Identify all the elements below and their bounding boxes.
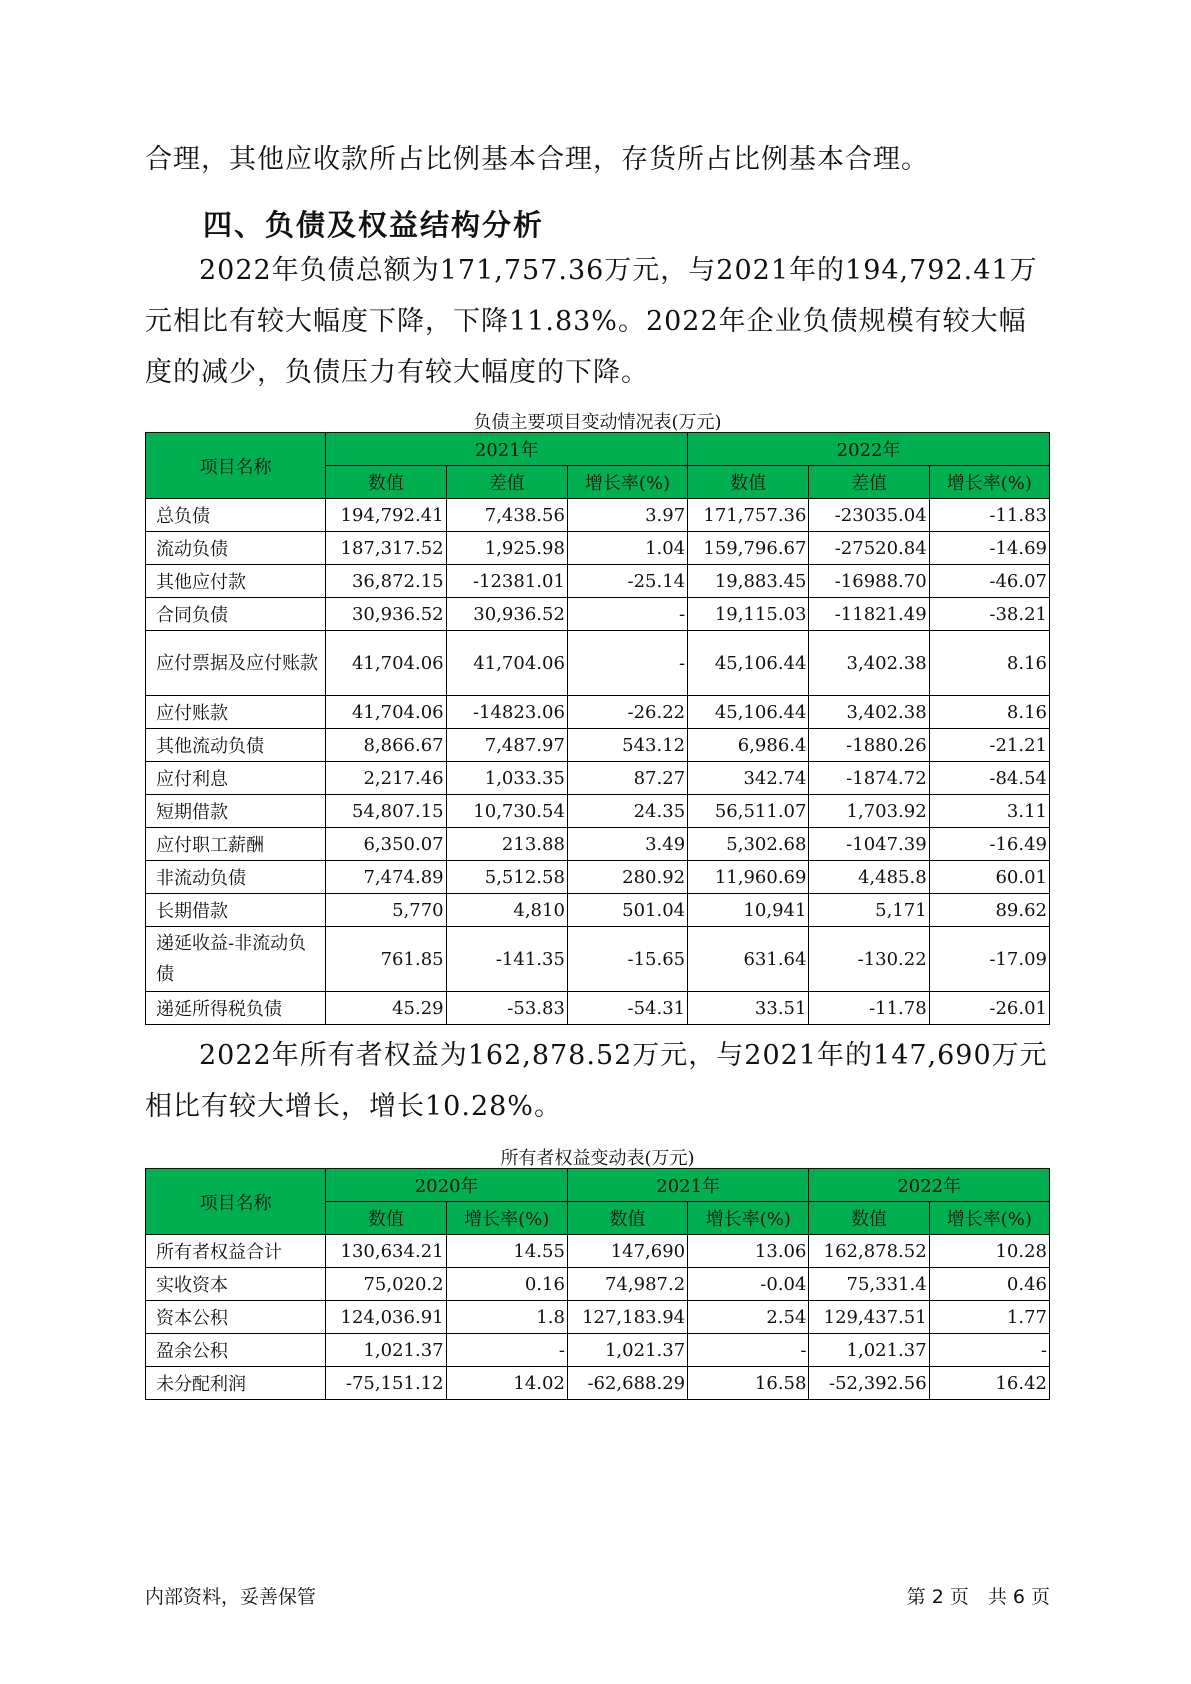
sub-column-header: 数值 <box>326 1202 446 1235</box>
table-cell: 1,925.98 <box>446 532 567 565</box>
table-row <box>146 631 1050 696</box>
table-row <box>146 532 1050 565</box>
table-cell: 1.8 <box>446 1301 567 1334</box>
table-cell: -0.04 <box>688 1268 809 1301</box>
table-row <box>146 1268 1050 1301</box>
table-cell: 45.29 <box>326 992 446 1025</box>
table-cell: 2.54 <box>688 1301 809 1334</box>
table-cell: 41,704.06 <box>326 696 446 729</box>
table-row <box>146 1235 1050 1268</box>
table-cell: 5,302.68 <box>688 828 809 861</box>
row-label: 总负债 <box>146 499 326 532</box>
table-row <box>146 762 1050 795</box>
year-header: 2022年 <box>809 1169 1050 1202</box>
table-cell: -54.31 <box>567 992 687 1025</box>
row-label: 长期借款 <box>146 894 326 927</box>
table-cell: 3,402.38 <box>809 696 929 729</box>
table-cell: 1,703.92 <box>809 795 929 828</box>
table-cell: -14823.06 <box>446 696 567 729</box>
row-label: 短期借款 <box>146 795 326 828</box>
table-cell: 6,986.4 <box>688 729 809 762</box>
equity-table-caption: 所有者权益变动表(万元) <box>500 1148 695 1169</box>
sub-column-header: 增长率(%) <box>446 1202 567 1235</box>
name-column-header: 项目名称 <box>146 1169 326 1235</box>
table-cell: 213.88 <box>446 828 567 861</box>
sub-column-header: 增长率(%) <box>567 466 687 499</box>
liability-table-caption: 负债主要项目变动情况表(万元) <box>473 412 722 433</box>
table-cell: -21.21 <box>929 729 1049 762</box>
table-cell: 11,960.69 <box>688 861 809 894</box>
table-cell: 171,757.36 <box>688 499 809 532</box>
sub-column-header: 数值 <box>326 466 446 499</box>
equity-paragraph: 2022年所有者权益为162,878.52万元，与2021年的147,690万元相比有较大增长，增长10.28%。 <box>145 1040 1048 1122</box>
table-cell: 501.04 <box>567 894 687 927</box>
table-cell: -62,688.29 <box>567 1367 687 1400</box>
row-label: 实收资本 <box>146 1268 326 1301</box>
table-cell: 147,690 <box>567 1235 687 1268</box>
table-row <box>146 729 1050 762</box>
table-cell: -53.83 <box>446 992 567 1025</box>
table-row <box>146 795 1050 828</box>
table-row <box>146 1334 1050 1367</box>
table-cell: -26.22 <box>567 696 687 729</box>
table-cell: -23035.04 <box>809 499 929 532</box>
table-row <box>146 992 1050 1025</box>
table-cell: 41,704.06 <box>326 631 446 696</box>
table-cell: 7,438.56 <box>446 499 567 532</box>
table-cell: 41,704.06 <box>446 631 567 696</box>
sub-column-header: 差值 <box>446 466 567 499</box>
section-heading: 四、负债及权益结构分析 <box>203 208 545 242</box>
table-cell: -1047.39 <box>809 828 929 861</box>
table-cell: -27520.84 <box>809 532 929 565</box>
table-cell: 13.06 <box>688 1235 809 1268</box>
table-cell: 16.58 <box>688 1367 809 1400</box>
table-row <box>146 1301 1050 1334</box>
table-cell: -75,151.12 <box>326 1367 446 1400</box>
table-cell: -1880.26 <box>809 729 929 762</box>
table-cell: -25.14 <box>567 565 687 598</box>
table-cell: -11.83 <box>929 499 1049 532</box>
table-cell: 10.28 <box>929 1235 1049 1268</box>
table-cell: 631.64 <box>688 927 809 992</box>
table-cell: 0.46 <box>929 1268 1049 1301</box>
table-cell: 33.51 <box>688 992 809 1025</box>
page-number: 第 2 页 共 6 页 <box>906 1586 1050 1608</box>
year-header: 2021年 <box>326 433 688 466</box>
table-cell: -11821.49 <box>809 598 929 631</box>
intro-paragraph: 合理，其他应收款所占比例基本合理，存货所占比例基本合理。 <box>145 144 929 175</box>
row-label: 其他应付款 <box>146 565 326 598</box>
table-cell: 130,634.21 <box>326 1235 446 1268</box>
year-header: 2022年 <box>688 433 1050 466</box>
table-cell: 36,872.15 <box>326 565 446 598</box>
table-cell: 3.49 <box>567 828 687 861</box>
table-cell: -16.49 <box>929 828 1049 861</box>
table-row <box>146 598 1050 631</box>
table-cell: 1.77 <box>929 1301 1049 1334</box>
table-cell: 761.85 <box>326 927 446 992</box>
sub-column-header: 数值 <box>567 1202 687 1235</box>
table-cell: - <box>446 1334 567 1367</box>
table-cell: 30,936.52 <box>446 598 567 631</box>
table-cell: 8.16 <box>929 631 1049 696</box>
table-cell: 127,183.94 <box>567 1301 687 1334</box>
table-cell: -130.22 <box>809 927 929 992</box>
row-label: 应付票据及应付账款 <box>146 631 326 696</box>
table-cell: 129,437.51 <box>809 1301 929 1334</box>
table-row <box>146 565 1050 598</box>
table-cell: 16.42 <box>929 1367 1049 1400</box>
table-cell: 5,512.58 <box>446 861 567 894</box>
table-cell: 74,987.2 <box>567 1268 687 1301</box>
table-cell: 19,115.03 <box>688 598 809 631</box>
table-cell: 45,106.44 <box>688 696 809 729</box>
table-cell: 5,171 <box>809 894 929 927</box>
table-row <box>146 499 1050 532</box>
table-cell: -1874.72 <box>809 762 929 795</box>
table-row <box>146 1367 1050 1400</box>
table-cell: 194,792.41 <box>326 499 446 532</box>
table-cell: 159,796.67 <box>688 532 809 565</box>
table-cell: 342.74 <box>688 762 809 795</box>
table-cell: -84.54 <box>929 762 1049 795</box>
row-label: 应付利息 <box>146 762 326 795</box>
table-cell: 2,217.46 <box>326 762 446 795</box>
table-row <box>146 927 1050 992</box>
table-cell: 45,106.44 <box>688 631 809 696</box>
row-label: 应付职工薪酬 <box>146 828 326 861</box>
table-cell: -26.01 <box>929 992 1049 1025</box>
table-cell: 280.92 <box>567 861 687 894</box>
table-cell: 3.97 <box>567 499 687 532</box>
table-cell: 1,021.37 <box>326 1334 446 1367</box>
sub-column-header: 数值 <box>809 1202 929 1235</box>
table-cell: 8.16 <box>929 696 1049 729</box>
table-cell: 19,883.45 <box>688 565 809 598</box>
table-cell: -15.65 <box>567 927 687 992</box>
table-cell: - <box>567 631 687 696</box>
year-header: 2020年 <box>326 1169 568 1202</box>
sub-column-header: 差值 <box>809 466 929 499</box>
table-cell: 10,941 <box>688 894 809 927</box>
table-cell: -141.35 <box>446 927 567 992</box>
table-row <box>146 861 1050 894</box>
table-cell: 8,866.67 <box>326 729 446 762</box>
table-cell: -38.21 <box>929 598 1049 631</box>
table-cell: 89.62 <box>929 894 1049 927</box>
table-cell: 10,730.54 <box>446 795 567 828</box>
table-cell: 24.35 <box>567 795 687 828</box>
row-label: 资本公积 <box>146 1301 326 1334</box>
row-label: 递延收益-非流动负债 <box>146 927 326 992</box>
table-cell: -52,392.56 <box>809 1367 929 1400</box>
table-cell: 14.02 <box>446 1367 567 1400</box>
table-cell: -17.09 <box>929 927 1049 992</box>
table-cell: 56,511.07 <box>688 795 809 828</box>
table-cell: 30,936.52 <box>326 598 446 631</box>
row-label: 盈余公积 <box>146 1334 326 1367</box>
table-cell: 87.27 <box>567 762 687 795</box>
table-row <box>146 828 1050 861</box>
table-cell: 7,487.97 <box>446 729 567 762</box>
table-cell: 1,021.37 <box>809 1334 929 1367</box>
table-cell: 5,770 <box>326 894 446 927</box>
table-cell: 54,807.15 <box>326 795 446 828</box>
liability-table <box>145 432 1050 1025</box>
row-label: 递延所得税负债 <box>146 992 326 1025</box>
table-cell: -11.78 <box>809 992 929 1025</box>
table-cell: 75,331.4 <box>809 1268 929 1301</box>
row-label: 非流动负债 <box>146 861 326 894</box>
table-cell: 1,021.37 <box>567 1334 687 1367</box>
row-label: 其他流动负债 <box>146 729 326 762</box>
table-cell: 0.16 <box>446 1268 567 1301</box>
sub-column-header: 增长率(%) <box>929 1202 1049 1235</box>
row-label: 所有者权益合计 <box>146 1235 326 1268</box>
table-cell: 3,402.38 <box>809 631 929 696</box>
table-cell: 4,810 <box>446 894 567 927</box>
table-cell: 14.55 <box>446 1235 567 1268</box>
equity-table <box>145 1168 1050 1400</box>
footer-confidential-note: 内部资料，妥善保管 <box>145 1586 317 1608</box>
table-cell: -46.07 <box>929 565 1049 598</box>
table-cell: 7,474.89 <box>326 861 446 894</box>
table-cell: - <box>929 1334 1049 1367</box>
table-cell: 75,020.2 <box>326 1268 446 1301</box>
row-label: 应付账款 <box>146 696 326 729</box>
year-header: 2021年 <box>567 1169 809 1202</box>
table-cell: 6,350.07 <box>326 828 446 861</box>
sub-column-header: 增长率(%) <box>688 1202 809 1235</box>
table-cell: - <box>688 1334 809 1367</box>
table-row <box>146 696 1050 729</box>
table-cell: 124,036.91 <box>326 1301 446 1334</box>
row-label: 未分配利润 <box>146 1367 326 1400</box>
table-cell: -16988.70 <box>809 565 929 598</box>
sub-column-header: 数值 <box>688 466 809 499</box>
liability-paragraph: 2022年负债总额为171,757.36万元，与2021年的194,792.41万元相比有较大幅度下降，下降11.83%。2022年企业负债规模有较大幅度的减少，负债压力有较大幅度的下降。 <box>145 255 1038 388</box>
table-row <box>146 894 1050 927</box>
table-cell: - <box>567 598 687 631</box>
table-cell: -14.69 <box>929 532 1049 565</box>
table-cell: 3.11 <box>929 795 1049 828</box>
name-column-header: 项目名称 <box>146 433 326 499</box>
table-cell: 4,485.8 <box>809 861 929 894</box>
sub-column-header: 增长率(%) <box>929 466 1049 499</box>
table-cell: 162,878.52 <box>809 1235 929 1268</box>
row-label: 流动负债 <box>146 532 326 565</box>
table-cell: 187,317.52 <box>326 532 446 565</box>
table-cell: 60.01 <box>929 861 1049 894</box>
row-label: 合同负债 <box>146 598 326 631</box>
table-cell: 543.12 <box>567 729 687 762</box>
table-cell: 1,033.35 <box>446 762 567 795</box>
table-cell: 1.04 <box>567 532 687 565</box>
table-cell: -12381.01 <box>446 565 567 598</box>
